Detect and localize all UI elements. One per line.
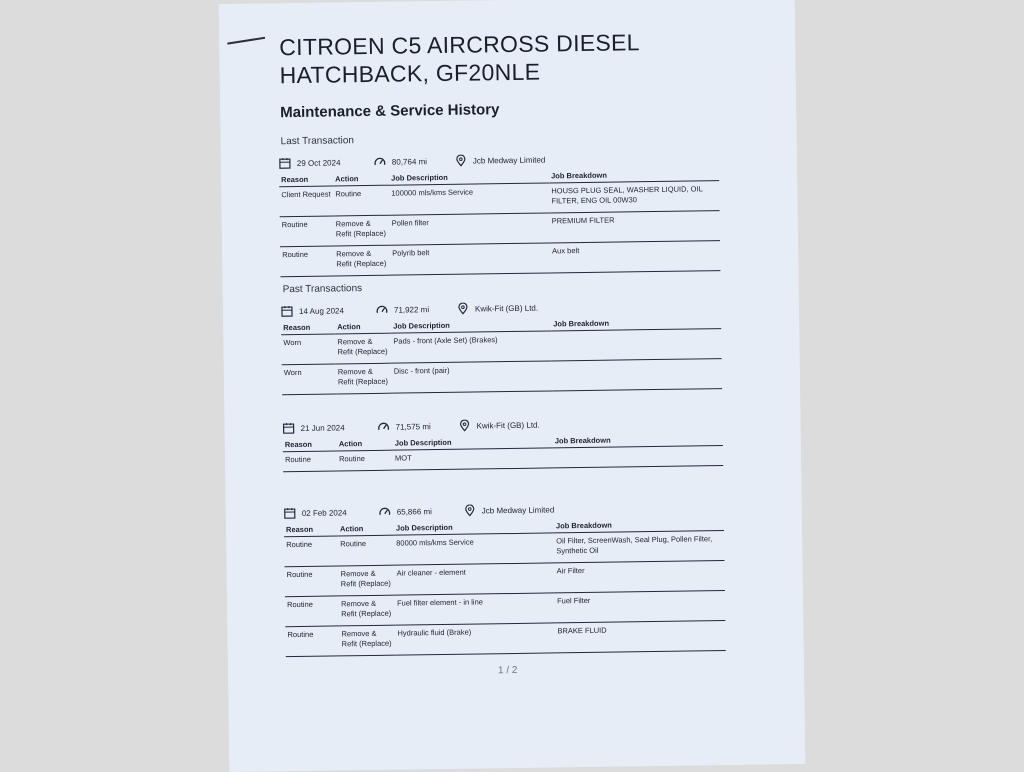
cell-description: Hydraulic fluid (Brake) <box>395 623 555 655</box>
cell-reason: Client Request <box>279 186 333 217</box>
location-pin-icon <box>457 303 469 315</box>
pen-mark <box>227 37 265 45</box>
transaction-table <box>281 315 722 395</box>
calendar-icon <box>283 422 295 434</box>
cell-description: MOT <box>393 448 553 470</box>
transaction-mileage: 71,922 mi <box>394 305 429 314</box>
calendar-icon <box>281 305 293 317</box>
transaction-date: 14 Aug 2024 <box>299 306 344 316</box>
cell-action: Remove & Refit (Replace) <box>339 595 395 626</box>
cell-reason: Worn <box>282 364 336 395</box>
cell-description: Air cleaner - element <box>395 563 555 595</box>
cell-action: Remove & Refit (Replace) <box>336 363 392 394</box>
cell-reason: Routine <box>280 216 334 247</box>
transaction-date: 21 Jun 2024 <box>301 423 345 433</box>
header-reason: Reason <box>284 522 338 536</box>
cell-breakdown <box>553 446 723 468</box>
page-title <box>279 27 760 90</box>
transaction-mileage: 71,575 mi <box>396 422 431 431</box>
transaction-table <box>283 432 723 472</box>
location-pin-icon <box>458 420 470 432</box>
transaction-table <box>284 517 726 657</box>
table-row <box>280 241 720 277</box>
cell-reason: Worn <box>281 334 335 365</box>
speedometer-icon <box>379 506 391 518</box>
transaction-location: Jcb Medway Limited <box>482 505 555 515</box>
page-indicator: 1 / 2 <box>498 665 518 676</box>
header-action: Action <box>338 522 394 536</box>
header-job-description: Job Description <box>391 317 551 333</box>
transaction-location: Jcb Medway Limited <box>473 155 546 165</box>
transaction-block <box>281 297 722 395</box>
cell-action: Remove & Refit (Replace) <box>335 333 391 364</box>
cell-reason: Routine <box>285 626 339 657</box>
cell-reason: Routine <box>280 246 334 277</box>
cell-action: Routine <box>338 535 394 566</box>
cell-reason: Routine <box>285 596 339 627</box>
cell-action: Routine <box>333 185 389 216</box>
cell-breakdown: BRAKE FLUID <box>555 621 725 653</box>
location-pin-icon <box>455 155 467 167</box>
cell-reason: Routine <box>284 536 338 567</box>
header-job-breakdown: Job Breakdown <box>553 432 723 448</box>
header-job-breakdown: Job Breakdown <box>554 517 724 533</box>
header-job-description: Job Description <box>394 519 554 535</box>
header-action: Action <box>335 320 391 334</box>
cell-breakdown: Oil Filter, ScreenWash, Seal Plug, Pollen Filter, Synthetic Oil <box>554 531 724 563</box>
calendar-icon <box>279 157 291 169</box>
cell-action: Routine <box>337 450 393 471</box>
cell-description: Disc - front (pair) <box>392 361 552 393</box>
location-pin-icon <box>464 505 476 517</box>
calendar-icon <box>284 507 296 519</box>
cell-description: Polyrib belt <box>390 243 550 275</box>
last-transaction-label: Last Transaction <box>281 135 355 147</box>
transaction-date: 02 Feb 2024 <box>302 508 347 518</box>
cell-breakdown <box>552 359 722 391</box>
page-subtitle: Maintenance & Service History <box>280 101 499 121</box>
cell-action: Remove & Refit (Replace) <box>334 215 390 246</box>
header-job-breakdown: Job Breakdown <box>551 315 721 331</box>
transaction-block <box>282 414 723 472</box>
cell-action: Remove & Refit (Replace) <box>334 245 390 276</box>
header-job-breakdown: Job Breakdown <box>549 167 719 183</box>
transaction-location: Kwik-Fit (GB) Ltd. <box>475 303 538 313</box>
cell-description: Pads - front (Axle Set) (Brakes) <box>391 331 551 363</box>
cell-action: Remove & Refit (Replace) <box>339 625 395 656</box>
table-row <box>282 359 722 395</box>
cell-breakdown: HOUSG PLUG SEAL, WASHER LIQUID, OIL FILTER, ENG OIL 00W30 <box>549 181 719 213</box>
header-job-description: Job Description <box>393 434 553 450</box>
past-transactions-label: Past Transactions <box>283 283 363 295</box>
transaction-block <box>284 499 726 657</box>
header-job-description: Job Description <box>389 169 549 185</box>
cell-breakdown <box>551 329 721 361</box>
transaction-block <box>279 149 721 277</box>
header-action: Action <box>333 172 389 186</box>
speedometer-icon <box>374 156 386 168</box>
cell-description: Pollen filter <box>390 213 550 245</box>
transaction-date: 29 Oct 2024 <box>297 158 341 168</box>
cell-description: 80000 mls/kms Service <box>394 533 554 565</box>
header-reason: Reason <box>283 437 337 451</box>
transaction-location: Kwik-Fit (GB) Ltd. <box>477 420 540 430</box>
cell-reason: Routine <box>285 566 339 597</box>
speedometer-icon <box>376 304 388 316</box>
title-line-2: HATCHBACK, GF20NLE <box>279 55 759 90</box>
cell-breakdown: PREMIUM FILTER <box>550 211 720 243</box>
header-reason: Reason <box>281 320 335 334</box>
cell-breakdown: Air Filter <box>555 561 725 593</box>
cell-description: Fuel filter element - in line <box>395 593 555 625</box>
document-sheet <box>219 0 806 772</box>
header-action: Action <box>337 437 393 451</box>
cell-action: Remove & Refit (Replace) <box>339 565 395 596</box>
header-reason: Reason <box>279 172 333 186</box>
cell-breakdown: Aux belt <box>550 241 720 273</box>
speedometer-icon <box>378 421 390 433</box>
transaction-mileage: 80,764 mi <box>392 157 427 166</box>
cell-breakdown: Fuel Filter <box>555 591 725 623</box>
transaction-table <box>279 167 720 277</box>
transaction-mileage: 65,866 mi <box>397 507 432 516</box>
table-row <box>285 621 725 657</box>
cell-reason: Routine <box>283 451 337 472</box>
cell-description: 100000 mls/kms Service <box>389 183 549 215</box>
title-line-1: CITROEN C5 AIRCROSS DIESEL <box>279 27 759 62</box>
